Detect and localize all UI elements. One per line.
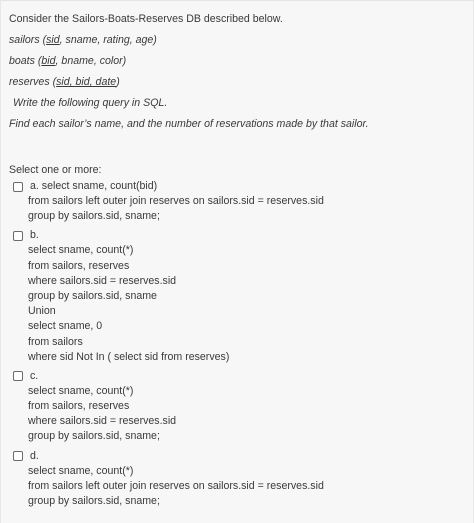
schema-name: sailors <box>9 34 40 46</box>
option-head[interactable] <box>9 228 465 243</box>
schema-open: ( <box>49 76 57 88</box>
schema-boats <box>9 51 465 72</box>
question-intro: Consider the Sailors-Boats-Reserves DB described below. <box>9 13 283 25</box>
option-line: group by sailors.sid, sname; <box>28 210 160 223</box>
schema-key: bid <box>41 55 56 67</box>
schema-key: sid <box>46 34 60 46</box>
option-line: from sailors left outer join reserves on sailors.sid = reserves.sid <box>28 479 324 492</box>
option-line: from sailors <box>28 335 83 348</box>
option-line: select sname, count(*) <box>28 244 134 257</box>
question-text <box>1 1 473 135</box>
question-task: Find each sailor’s name, and the number of reservations made by that sailor. <box>9 118 369 130</box>
option-line: Union <box>28 305 56 318</box>
option-line: where sid Not In ( select sid from reserves) <box>28 350 230 363</box>
schema-open: ( <box>39 34 47 46</box>
option-c-checkbox[interactable] <box>13 371 23 381</box>
section-spacer <box>1 135 473 156</box>
answer-prompt: Select one or more: <box>9 164 102 176</box>
option-line: group by sailors.sid, sname; <box>28 430 160 443</box>
answer-option-d[interactable] <box>9 449 465 510</box>
option-b-checkbox[interactable] <box>13 231 23 241</box>
answer-option-c[interactable] <box>9 369 465 445</box>
option-label: d. <box>30 449 39 462</box>
schema-reserves <box>9 72 465 93</box>
option-label: c. <box>30 369 39 382</box>
schema-rest: , sname, rating, age) <box>59 34 157 46</box>
option-a-checkbox[interactable] <box>13 182 23 192</box>
schema-sailors <box>9 30 465 51</box>
option-line: from sailors, reserves <box>28 259 130 272</box>
answer-block <box>1 162 473 509</box>
schema-open: ( <box>34 55 42 67</box>
option-first-line: select sname, count(bid) <box>41 180 158 192</box>
option-line: where sailors.sid = reserves.sid <box>28 415 177 428</box>
schema-name: reserves <box>9 76 50 88</box>
option-line: from sailors left outer join reserves on sailors.sid = reserves.sid <box>28 195 324 207</box>
option-label: a. <box>30 180 39 192</box>
schema-rest: , bname, color) <box>55 55 127 67</box>
schema-name: boats <box>9 55 35 67</box>
option-line: from sailors, reserves <box>28 400 130 413</box>
option-line: select sname, count(*) <box>28 384 134 397</box>
option-d-checkbox[interactable] <box>13 451 23 461</box>
schema-rest: ) <box>116 76 120 88</box>
option-line: select sname, 0 <box>28 320 103 333</box>
option-line: select sname, count(*) <box>28 464 134 477</box>
option-head[interactable] <box>9 179 465 194</box>
answer-option-a[interactable] <box>9 179 465 224</box>
question-instruction: Write the following query in SQL. <box>13 97 168 109</box>
option-head[interactable] <box>9 369 465 384</box>
answer-option-b[interactable] <box>9 228 465 365</box>
option-label: b. <box>30 229 39 242</box>
option-line: group by sailors.sid, sname <box>28 289 157 302</box>
schema-key: sid, bid, date <box>56 76 117 88</box>
option-head[interactable] <box>9 449 465 464</box>
option-line: group by sailors.sid, sname; <box>28 495 160 507</box>
option-line: where sailors.sid = reserves.sid <box>28 274 177 287</box>
